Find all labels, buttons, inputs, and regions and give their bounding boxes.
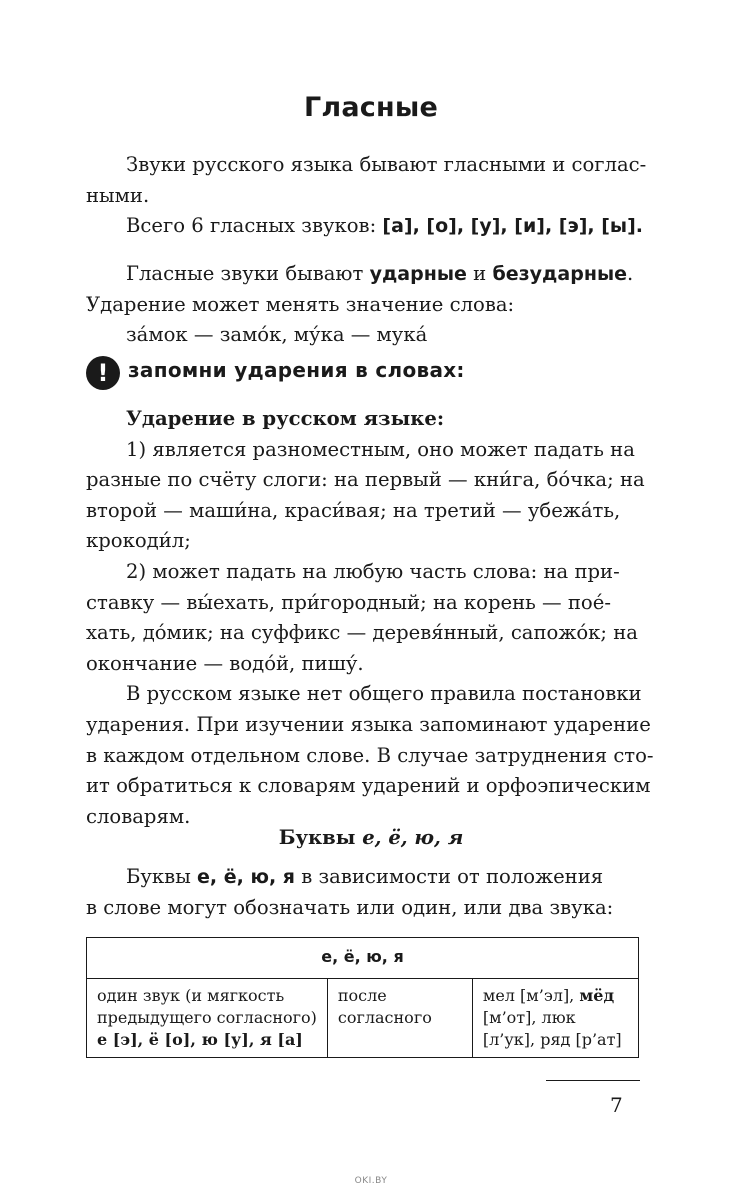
- example-line: за́мок — замо́к, му́ка — мука́: [126, 323, 428, 347]
- text-line: Звуки русского языка бывают гласными и соглас-: [126, 153, 647, 176]
- text-line: второй — маши́на, краси́вая; на третий — убежа́ть,: [86, 498, 621, 522]
- text-run: в зависимости от положения: [294, 865, 604, 888]
- table-header-row: [87, 938, 639, 979]
- text-line: ными.: [86, 183, 150, 207]
- text-run: Гласные звуки бывают: [126, 262, 370, 285]
- cell-line: [483, 985, 628, 1007]
- text-run: е, ё, ю, я: [362, 826, 464, 849]
- text-run: Всего 6 гласных звуков:: [126, 214, 383, 238]
- text-line: словарям.: [86, 804, 191, 828]
- text-line: ит обратиться к словарям ударений и орфоэпическим: [86, 774, 651, 798]
- text-line: [86, 211, 644, 242]
- letters-paragraph: [86, 862, 640, 923]
- cell-line: согласного: [337, 1008, 432, 1027]
- table-row: [87, 979, 639, 1058]
- text-line: ставку — вы́ехать, при́городный; на корень — пое́-: [86, 590, 611, 614]
- table-header-cell: е, ё, ю, я: [87, 938, 639, 979]
- text-line: [86, 259, 640, 290]
- vowel-sounds: [а], [о], [у], [и], [э], [ы].: [382, 215, 644, 238]
- letters-subheading: [0, 826, 742, 849]
- cell-line: один звук (и мягкость: [97, 986, 285, 1005]
- cell-line: [л’ук], ряд [р’ат]: [482, 1030, 622, 1049]
- text-run: .: [627, 262, 634, 285]
- cell-line: после: [337, 986, 387, 1005]
- text-run: е [э], ё [о], ю [у], я [а]: [97, 1030, 303, 1049]
- page-title: Гласные: [304, 92, 438, 123]
- text-line: окончание — водо́й, пишу́.: [86, 651, 364, 675]
- text-line: [86, 862, 640, 893]
- text-run: мёд: [579, 986, 615, 1005]
- table-cell: [472, 979, 638, 1058]
- remember-heading: запомни ударения в словах:: [128, 358, 465, 382]
- rules-section: [86, 404, 654, 832]
- rules-heading: [86, 404, 640, 435]
- term-unstressed: безударные: [492, 263, 628, 285]
- cell-line: [97, 1029, 317, 1051]
- text-line: разные по счёту слоги: на первый — кни́га, бо́чка; на: [86, 468, 645, 492]
- page-number: 7: [610, 1093, 623, 1117]
- cell-line: [м’от], люк: [482, 1008, 576, 1027]
- cell-line: предыдущего согласного): [97, 1008, 317, 1027]
- text-line: ударения. При изучении языка запоминают ударение: [86, 712, 651, 736]
- letters-list: е, ё, ю, я: [197, 866, 295, 888]
- text-run: Буквы: [126, 865, 198, 888]
- text-run: мел [м’эл],: [482, 986, 580, 1005]
- footer-rule: [546, 1080, 640, 1081]
- exclamation-icon: !: [86, 356, 120, 390]
- letters-table: [86, 937, 639, 1058]
- table-cell: [87, 979, 328, 1058]
- text-line: хать, до́мик; на суффикс — деревя́нный, сапожо́к; на: [86, 621, 638, 645]
- text-line: 1) является разноместным, оно может падать на: [126, 437, 635, 461]
- text-line: В русском языке нет общего правила постановки: [126, 682, 642, 706]
- text-run: Буквы: [278, 826, 363, 849]
- watermark: OKI.BY: [354, 1176, 388, 1186]
- text-line: крокоди́л;: [86, 529, 191, 553]
- text-run: Ударение в русском языке:: [126, 407, 445, 430]
- table-cell: [327, 979, 472, 1058]
- text-line: 2) может падать на любую часть слова: на при-: [126, 559, 620, 583]
- term-stressed: ударные: [369, 263, 467, 285]
- text-line: в слове могут обозначать или один, или два звука:: [86, 895, 614, 919]
- text-line: в каждом отдельном слове. В случае затруднения сто-: [86, 743, 654, 767]
- text-run: и: [466, 262, 493, 285]
- remember-callout: [86, 356, 646, 390]
- stress-paragraph: [86, 259, 640, 351]
- text-line: Ударение может менять значение слова:: [86, 292, 515, 316]
- intro-paragraph: [86, 150, 647, 242]
